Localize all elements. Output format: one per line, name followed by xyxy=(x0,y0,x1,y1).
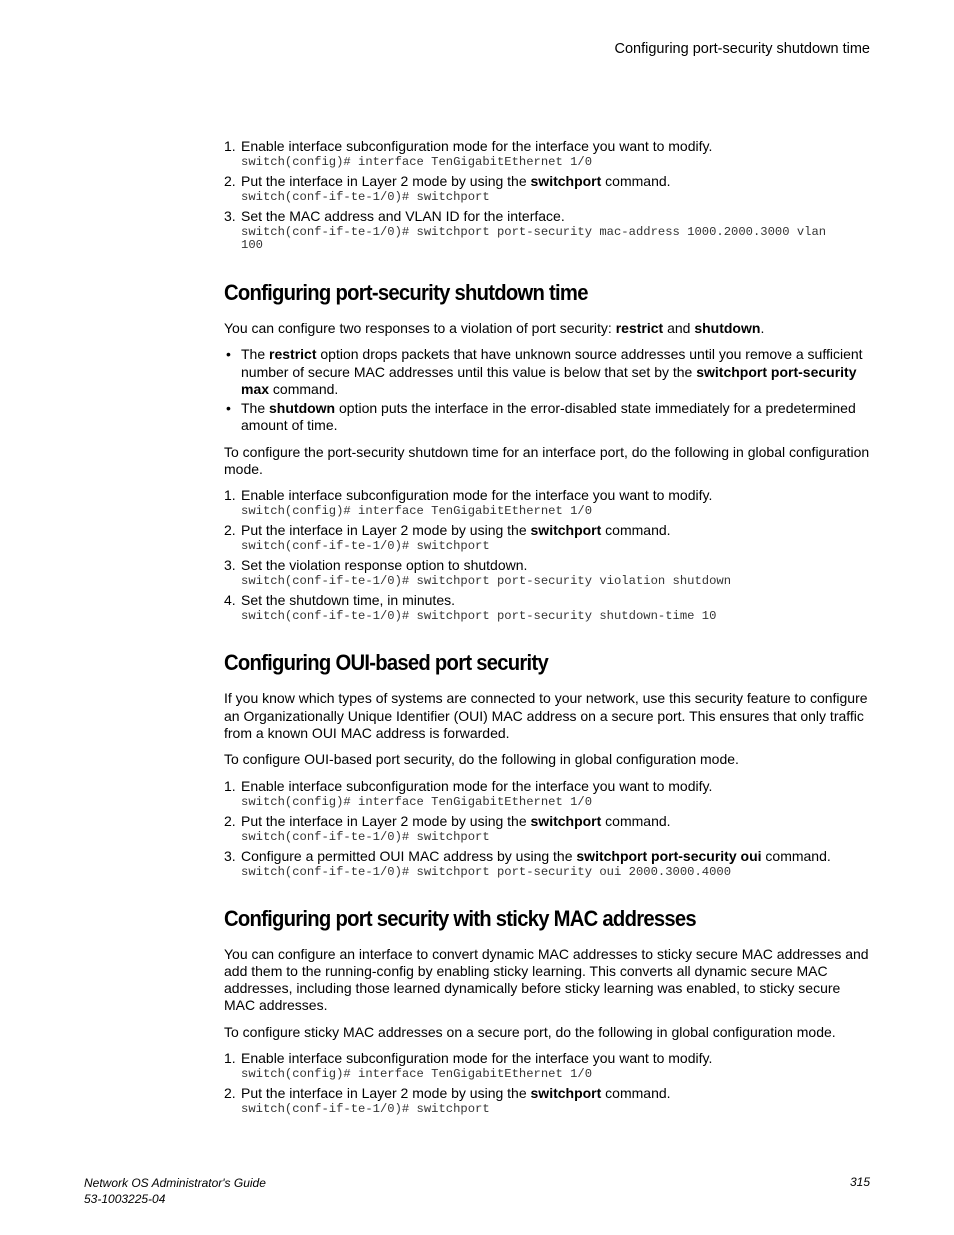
step-text: Put the interface in Layer 2 mode by using the xyxy=(241,812,531,829)
section-heading-oui: Configuring OUI-based port security xyxy=(224,650,548,676)
step-number: 2. xyxy=(224,1085,236,1102)
code-sample: switch(conf-if-te-1/0)# switchport xyxy=(241,1102,490,1117)
bullet-text: option puts the interface in the error-disabled state immediately for a predetermined amount of time. xyxy=(241,400,856,434)
code-sample: switch(conf-if-te-1/0)# switchport port-security mac-address 1000.2000.3000 vlan 100 xyxy=(241,225,827,252)
step-number: 2. xyxy=(224,812,236,829)
footer-document-info xyxy=(84,1175,266,1207)
step-text: Enable interface subconfiguration mode for the interface you want to modify. xyxy=(241,777,713,794)
step-item xyxy=(224,1050,874,1081)
keyword: shutdown xyxy=(269,400,336,417)
step-number: 3. xyxy=(224,208,236,224)
code-sample: switch(conf-if-te-1/0)# switchport port-security violation shutdown xyxy=(241,574,732,589)
step-text: Put the interface in Layer 2 mode by using the xyxy=(241,1085,531,1102)
step-item xyxy=(224,557,874,588)
bullet-dot: • xyxy=(226,346,231,363)
bullet-item xyxy=(224,400,874,435)
step-text: Enable interface subconfiguration mode for the interface you want to modify. xyxy=(241,1050,713,1067)
command-name: switchport xyxy=(530,173,602,189)
step-number: 4. xyxy=(224,592,236,609)
step-number: 1. xyxy=(224,777,236,794)
intro-text: You can configure two responses to a violation of port security: xyxy=(224,320,616,336)
bullet-text: The xyxy=(241,346,270,363)
bullet-text: command. xyxy=(269,380,339,397)
step-text-end: command. xyxy=(601,812,671,829)
keyword-shutdown: shutdown xyxy=(694,320,761,336)
step-item xyxy=(224,592,874,623)
step-text: Put the interface in Layer 2 mode by using the xyxy=(241,522,531,539)
bullet-text: option drops packets that have unknown source addresses until you remove a sufficient number of secure MAC addresses until this value is below that set by the xyxy=(241,346,863,380)
code-sample: switch(config)# interface TenGigabitEthernet 1/0 xyxy=(241,794,593,809)
step-text-end: command. xyxy=(601,1085,671,1102)
step-text: Put the interface in Layer 2 mode by using the xyxy=(241,173,531,189)
step-text: Set the MAC address and VLAN ID for the interface. xyxy=(241,208,565,224)
bullet-item xyxy=(224,346,874,398)
keyword: restrict xyxy=(269,346,317,363)
step-number: 1. xyxy=(224,1050,236,1067)
step-text-end: command. xyxy=(601,522,671,539)
step-item xyxy=(224,848,874,879)
step-item xyxy=(224,813,874,844)
page-content xyxy=(224,138,874,1116)
section-intro: You can configure an interface to convert dynamic MAC addresses to sticky secure MAC addresses and add them to the running-config by enabling sticky learning. This converts all dynamic secure MAC addresses, including those learned dynamically before sticky learning was enabled, to sticky secure MAC addresses. xyxy=(224,945,869,1014)
step-item xyxy=(224,173,874,204)
code-sample: switch(config)# interface TenGigabitEthernet 1/0 xyxy=(241,1067,593,1082)
section-lead: To configure the port-security shutdown time for an interface port, do the following in global configuration mode. xyxy=(224,443,870,478)
step-item xyxy=(224,208,874,252)
step-text: Enable interface subconfiguration mode for the interface you want to modify. xyxy=(241,138,713,154)
step-item xyxy=(224,778,874,809)
step-number: 3. xyxy=(224,847,236,864)
command-name: switchport xyxy=(530,522,602,539)
step-item xyxy=(224,487,874,518)
code-sample: switch(conf-if-te-1/0)# switchport port-security shutdown-time 10 xyxy=(241,609,717,624)
section-lead: To configure sticky MAC addresses on a secure port, do the following in global configuration mode. xyxy=(224,1023,836,1040)
command-name: switchport xyxy=(530,1085,602,1102)
step-item xyxy=(224,522,874,553)
code-sample: switch(conf-if-te-1/0)# switchport xyxy=(241,539,490,554)
intro-steps xyxy=(224,138,874,252)
step-number: 1. xyxy=(224,487,236,504)
bullet-text: The xyxy=(241,400,270,417)
step-text-end: command. xyxy=(761,847,831,864)
step-item xyxy=(224,138,874,169)
code-sample: switch(conf-if-te-1/0)# switchport port-security oui 2000.3000.4000 xyxy=(241,864,732,879)
step-number: 2. xyxy=(224,173,236,189)
section-intro xyxy=(224,320,874,337)
step-text: Set the violation response option to shutdown. xyxy=(241,557,528,574)
keyword-restrict: restrict xyxy=(615,320,664,336)
step-text: Enable interface subconfiguration mode for the interface you want to modify. xyxy=(241,487,713,504)
procedure-steps xyxy=(224,778,874,879)
step-text-end: command. xyxy=(601,173,671,189)
code-sample: switch(config)# interface TenGigabitEthernet 1/0 xyxy=(241,504,593,519)
step-item xyxy=(224,1085,874,1116)
command-name: switchport xyxy=(530,812,602,829)
intro-text: and xyxy=(663,320,695,336)
step-number: 3. xyxy=(224,557,236,574)
step-number: 1. xyxy=(224,138,236,154)
section-heading-sticky-mac: Configuring port security with sticky MAC addresses xyxy=(224,905,696,931)
step-text: Set the shutdown time, in minutes. xyxy=(241,592,455,609)
step-number: 2. xyxy=(224,522,236,539)
code-sample: switch(config)# interface TenGigabitEthernet 1/0 xyxy=(241,155,593,169)
step-text: Configure a permitted OUI MAC address by using the xyxy=(241,847,577,864)
footer-guide-title: Network OS Administrator's Guide xyxy=(84,1176,266,1190)
running-header: Configuring port-security shutdown time xyxy=(614,41,870,57)
procedure-steps xyxy=(224,1050,874,1116)
section-heading-shutdown-time: Configuring port-security shutdown time xyxy=(224,280,588,305)
keyword: switchport port-security max xyxy=(241,363,857,397)
intro-text: . xyxy=(760,320,765,336)
procedure-steps xyxy=(224,487,874,623)
command-name: switchport port-security oui xyxy=(576,847,762,864)
section-intro: If you know which types of systems are connected to your network, use this security feature to configure an Organizationally Unique Identifier (OUI) MAC address on a secure port. This ensures that only traffic from a known OUI MAC address is forwarded. xyxy=(224,690,868,741)
page-number: 315 xyxy=(849,1175,870,1189)
code-sample: switch(conf-if-te-1/0)# switchport xyxy=(241,829,490,844)
section-lead: To configure OUI-based port security, do the following in global configuration mode. xyxy=(224,751,739,768)
bullet-dot: • xyxy=(226,400,231,417)
code-sample: switch(conf-if-te-1/0)# switchport xyxy=(241,190,490,204)
footer-doc-number: 53-1003225-04 xyxy=(84,1192,166,1206)
